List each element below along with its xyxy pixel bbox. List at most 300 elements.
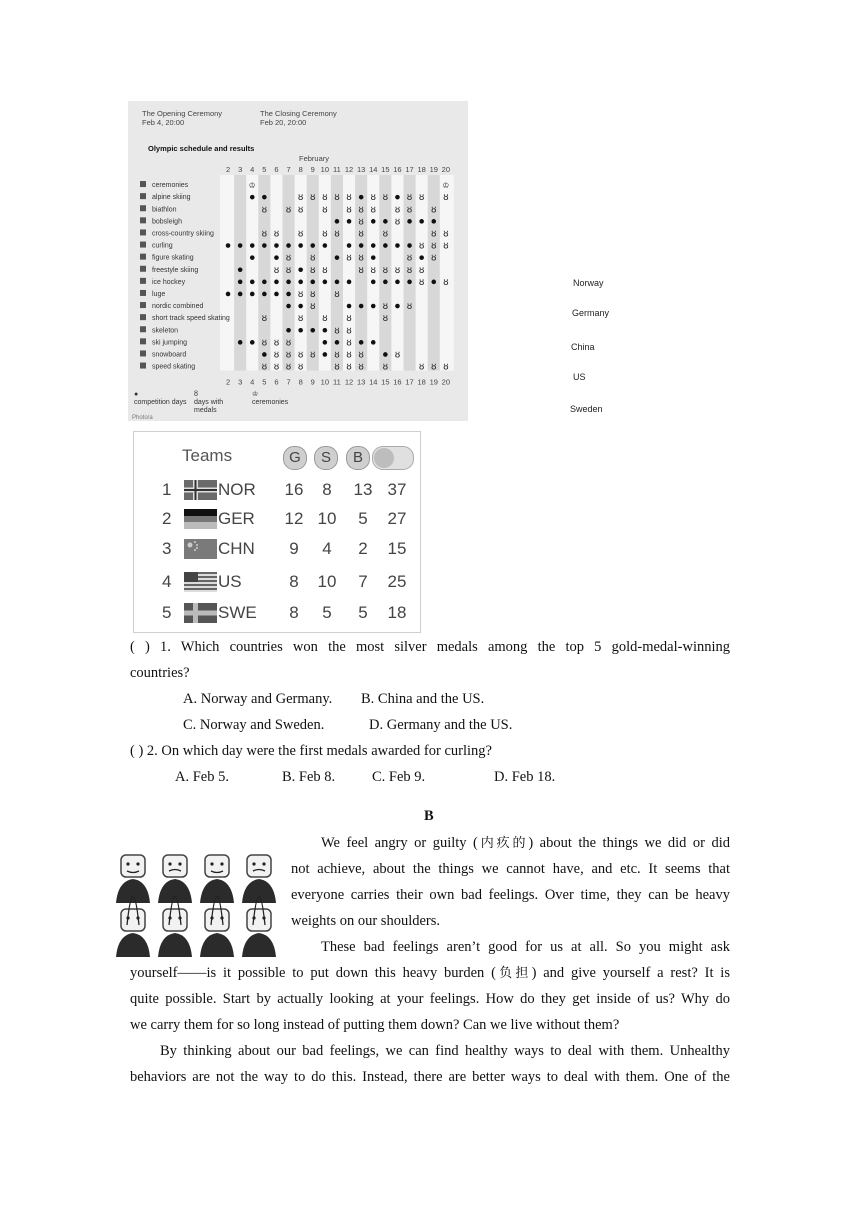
- suit-body: [158, 933, 192, 957]
- medal-day-mark: ȣ: [310, 265, 316, 276]
- sport-icon: [140, 217, 146, 223]
- competition-day-mark: [298, 304, 303, 309]
- total-count: 15: [387, 539, 407, 558]
- medal-day-mark: ȣ: [431, 241, 437, 252]
- legend-medal-icon: ȣ: [194, 391, 198, 398]
- sport-label: ceremonies: [152, 182, 189, 190]
- sport-icon: [140, 314, 146, 320]
- medal-day-mark: ȣ: [297, 350, 304, 361]
- competition-day-mark: [335, 340, 340, 345]
- day-tick-label: 9: [310, 377, 315, 387]
- norway-flag-icon: [184, 480, 217, 500]
- medal-day-mark: ȣ: [394, 350, 401, 361]
- competition-day-mark: [250, 243, 255, 248]
- table-row: [134, 505, 420, 535]
- medal-day-mark: ȣ: [431, 229, 437, 240]
- competition-day-mark: [323, 340, 328, 345]
- medal-day-mark: ȣ: [322, 205, 328, 216]
- sport-icon: [140, 363, 146, 369]
- competition-day-mark: [347, 304, 352, 309]
- medal-day-mark: ȣ: [285, 338, 292, 349]
- competition-day-mark: [383, 243, 388, 248]
- rank: 1: [162, 480, 172, 499]
- sport-icon: [140, 181, 146, 187]
- competition-day-mark: [310, 328, 315, 333]
- competition-day-mark: [359, 243, 364, 248]
- q1-option-a[interactable]: A. Norway and Germany.: [183, 691, 333, 707]
- competition-day-mark: [383, 280, 388, 285]
- face-card: [205, 909, 229, 931]
- silver-count: 10: [317, 572, 337, 591]
- competition-day-mark: [323, 280, 328, 285]
- olympic-schedule-chart: [128, 101, 468, 421]
- day-tick-label: 10: [320, 165, 330, 174]
- competition-day-mark: [431, 280, 436, 285]
- closing-ceremony-label: The Closing Ceremony Feb 20, 20:00: [260, 109, 337, 127]
- silver-count: 8: [322, 480, 332, 499]
- ceremony-mark: ♔: [248, 181, 256, 191]
- photo-credit: Photo/a: [132, 415, 153, 421]
- suit-body: [242, 933, 276, 957]
- sport-icon: [140, 290, 146, 296]
- medal-day-mark: ȣ: [418, 265, 425, 276]
- competition-day-mark: [238, 267, 243, 272]
- medal-day-mark: ȣ: [346, 338, 352, 349]
- competition-day-mark: [419, 255, 424, 260]
- medal-day-mark: ȣ: [443, 241, 449, 252]
- medal-day-mark: ȣ: [382, 314, 389, 325]
- month-label: February: [299, 154, 330, 163]
- question-1-stem-cont: countries?: [130, 665, 190, 681]
- team-code: NOR: [218, 480, 256, 499]
- day-tick-label: 2: [225, 165, 231, 174]
- ceremony-mark: ♔: [442, 181, 450, 191]
- question-1-stem: ( ) 1. Which countries won the most silver medals among the top 5 gold-medal-winning: [130, 639, 730, 655]
- face-card: [121, 855, 145, 877]
- team-code: SWE: [218, 603, 257, 622]
- sport-label: bobsleigh: [152, 218, 182, 226]
- medal-day-mark: ȣ: [346, 350, 352, 361]
- medal-day-mark: ȣ: [310, 193, 316, 204]
- bronze-column-header: B: [346, 446, 370, 470]
- medal-day-mark: ȣ: [382, 265, 389, 276]
- sport-label: speed skating: [152, 363, 196, 371]
- suit-body: [200, 879, 234, 903]
- competition-day-mark: [274, 243, 279, 248]
- medal-day-mark: ȣ: [273, 265, 280, 276]
- competition-day-mark: [347, 243, 352, 248]
- competition-day-mark: [335, 280, 340, 285]
- day-tick-label: 16: [393, 377, 402, 387]
- total-count: 27: [387, 509, 407, 528]
- competition-day-mark: [310, 280, 315, 285]
- medal-day-mark: ȣ: [370, 193, 376, 204]
- medal-day-mark: ȣ: [285, 265, 292, 276]
- sport-icon: [140, 242, 146, 248]
- competition-day-mark: [323, 328, 328, 333]
- sport-label: alpine skiing: [152, 194, 191, 202]
- competition-day-mark: [286, 280, 291, 285]
- silver-count: 10: [317, 509, 337, 528]
- gold-count: 8: [289, 603, 299, 622]
- competition-day-mark: [371, 340, 376, 345]
- medal-day-mark: ȣ: [394, 217, 401, 228]
- team-code: US: [218, 572, 242, 591]
- medal-day-mark: ȣ: [346, 362, 352, 373]
- day-tick-label: 4: [250, 165, 255, 174]
- medal-day-mark: ȣ: [431, 205, 437, 216]
- competition-day-mark: [383, 219, 388, 224]
- day-tick-label: 18: [417, 165, 426, 174]
- competition-day-mark: [371, 304, 376, 309]
- suit-body: [242, 879, 276, 903]
- competition-day-mark: [274, 292, 279, 297]
- passage-line: not achieve, about the things we cannot have, and etc. It seems that: [291, 861, 730, 877]
- competition-day-mark: [419, 219, 424, 224]
- sport-label: freestyle skiing: [152, 266, 199, 274]
- sport-label: ice hockey: [152, 278, 186, 286]
- medal-day-mark: ȣ: [418, 241, 425, 252]
- table-row: [134, 568, 420, 598]
- medal-day-mark: ȣ: [273, 362, 280, 373]
- silver-column-header: S: [314, 446, 338, 470]
- competition-day-mark: [371, 219, 376, 224]
- competition-day-mark: [286, 292, 291, 297]
- sport-icon: [140, 278, 146, 284]
- competition-day-mark: [298, 280, 303, 285]
- medal-day-mark: ȣ: [285, 350, 292, 361]
- day-tick-label: 13: [356, 165, 366, 174]
- rank: 5: [162, 603, 172, 622]
- face-eye: [178, 862, 181, 865]
- day-tick-label: 11: [333, 377, 341, 387]
- face-card: [163, 909, 187, 931]
- toggle-knob: [374, 448, 394, 468]
- day-tick-label: 17: [405, 165, 414, 174]
- day-tick-label: 15: [381, 377, 390, 387]
- day-tick-label: 14: [369, 165, 378, 174]
- rank: 4: [162, 572, 172, 591]
- competition-day-mark: [407, 219, 412, 224]
- medal-day-mark: ȣ: [382, 302, 389, 313]
- medal-day-mark: ȣ: [261, 362, 268, 373]
- competition-day-mark: [262, 243, 267, 248]
- competition-day-mark: [335, 255, 340, 260]
- sport-label: nordic combined: [152, 303, 204, 311]
- sport-icon: [140, 229, 146, 235]
- medal-day-mark: ȣ: [297, 289, 304, 300]
- competition-day-mark: [298, 267, 303, 272]
- competition-day-mark: [347, 219, 352, 224]
- bronze-count: 5: [358, 603, 368, 622]
- sport-label: cross-country skiing: [152, 230, 214, 238]
- medal-day-mark: ȣ: [297, 229, 304, 240]
- silver-count: 4: [322, 539, 332, 558]
- medal-day-mark: ȣ: [297, 314, 304, 325]
- face-eye: [136, 862, 139, 865]
- q1-option-d[interactable]: D. Germany and the US.: [369, 717, 513, 733]
- germany-flag-icon: [184, 509, 217, 529]
- legend-competition: ● competition days: [134, 391, 187, 406]
- medal-day-mark: ȣ: [285, 253, 292, 264]
- medal-day-mark: ȣ: [406, 253, 413, 264]
- side-label-germany: Germany: [572, 308, 610, 318]
- competition-day-mark: [383, 352, 388, 357]
- sport-label: figure skating: [152, 254, 194, 262]
- competition-day-mark: [395, 280, 400, 285]
- sport-icon: [140, 266, 146, 272]
- team-code: GER: [218, 509, 255, 528]
- medal-day-mark: ȣ: [310, 289, 316, 300]
- competition-day-mark: [407, 243, 412, 248]
- face-card: [247, 909, 271, 931]
- schedule-title: Olympic schedule and results: [148, 144, 255, 153]
- sport-label: short track speed skating: [152, 315, 230, 323]
- medal-day-mark: ȣ: [261, 229, 268, 240]
- q1-option-b[interactable]: B. China and the US.: [361, 691, 485, 707]
- gold-column-header: G: [283, 446, 307, 470]
- sport-label: luge: [152, 290, 166, 298]
- competition-day-mark: [238, 280, 243, 285]
- medal-day-mark: ȣ: [334, 289, 340, 300]
- competition-day-mark: [310, 243, 315, 248]
- competition-day-mark: [286, 328, 291, 333]
- rank: 2: [162, 509, 172, 528]
- medal-day-mark: ȣ: [406, 265, 413, 276]
- faces-icon: [112, 853, 282, 957]
- schedule-grid: [128, 101, 468, 421]
- competition-day-mark: [371, 243, 376, 248]
- total-column-toggle[interactable]: [372, 446, 414, 470]
- medal-day-mark: ȣ: [358, 265, 364, 276]
- medal-day-mark: ȣ: [418, 193, 425, 204]
- face-eye: [262, 862, 265, 865]
- medal-day-mark: ȣ: [418, 277, 425, 288]
- medal-day-mark: ȣ: [346, 205, 352, 216]
- day-tick-label: 3: [238, 165, 243, 174]
- medal-day-mark: ȣ: [310, 302, 316, 313]
- passage-line: quite possible. Start by actually looking at your feelings. How do they get inside of us? Why do: [130, 991, 730, 1007]
- medal-day-mark: ȣ: [358, 217, 364, 228]
- day-tick-label: 16: [393, 165, 402, 174]
- side-label-us: US: [573, 372, 586, 382]
- passage-line: we carry them for so long instead of putting them down? Can we live without them?: [130, 1017, 620, 1033]
- legend-ceremonies: ♔ ceremonies: [252, 391, 289, 406]
- medal-day-mark: ȣ: [370, 265, 376, 276]
- bronze-count: 7: [358, 572, 368, 591]
- day-tick-label: 8: [298, 165, 303, 174]
- day-tick-label: 7: [286, 165, 291, 174]
- suit-body: [158, 879, 192, 903]
- medal-day-mark: ȣ: [346, 193, 352, 204]
- suit-body: [116, 933, 150, 957]
- medal-day-mark: ȣ: [443, 193, 449, 204]
- day-tick-label: 6: [274, 165, 279, 174]
- day-tick-label: 8: [298, 377, 303, 387]
- competition-day-mark: [250, 292, 255, 297]
- side-label-china: China: [571, 342, 595, 352]
- medal-day-mark: ȣ: [394, 265, 401, 276]
- sport-label: ski jumping: [152, 339, 188, 347]
- legend-ceremony-icon: ♔: [252, 391, 259, 398]
- competition-day-mark: [298, 328, 303, 333]
- medal-day-mark: ȣ: [358, 350, 364, 361]
- table-row: [134, 535, 420, 565]
- sport-icon: [140, 254, 146, 260]
- medal-day-mark: ȣ: [443, 229, 449, 240]
- sport-icon: [140, 338, 146, 344]
- gold-count: 12: [284, 509, 304, 528]
- silver-count: 5: [322, 603, 332, 622]
- medal-day-mark: ȣ: [334, 229, 340, 240]
- face-eye: [126, 862, 129, 865]
- sport-label: curling: [152, 242, 173, 250]
- face-eye: [210, 862, 213, 865]
- legend-competition-icon: ●: [134, 391, 139, 398]
- medal-day-mark: ȣ: [443, 362, 449, 373]
- competition-day-mark: [323, 352, 328, 357]
- medal-day-mark: ȣ: [273, 350, 280, 361]
- competition-day-mark: [371, 280, 376, 285]
- day-tick-label: 15: [381, 165, 390, 174]
- competition-day-mark: [298, 243, 303, 248]
- face-card: [163, 855, 187, 877]
- medal-day-mark: ȣ: [406, 205, 413, 216]
- medal-day-mark: ȣ: [297, 362, 304, 373]
- sweden-flag-icon: [184, 603, 217, 623]
- face-eye: [168, 862, 171, 865]
- bronze-count: 5: [358, 509, 368, 528]
- competition-day-mark: [431, 219, 436, 224]
- medal-day-mark: ȣ: [346, 314, 352, 325]
- total-count: 25: [387, 572, 407, 591]
- competition-day-mark: [274, 280, 279, 285]
- sport-icon: [140, 326, 146, 332]
- competition-day-mark: [371, 255, 376, 260]
- competition-day-mark: [335, 219, 340, 224]
- day-tick-label: 7: [286, 377, 291, 387]
- question-2-stem: ( ) 2. On which day were the first medals awarded for curling?: [130, 743, 492, 759]
- passage-line: We feel angry or guilty (内疚的) about the things we did or did: [321, 835, 730, 851]
- competition-day-mark: [359, 340, 364, 345]
- medal-day-mark: ȣ: [394, 205, 401, 216]
- day-tick-label: 19: [429, 165, 438, 174]
- competition-day-mark: [347, 280, 352, 285]
- medal-day-mark: ȣ: [334, 350, 340, 361]
- competition-day-mark: [286, 304, 291, 309]
- medal-day-mark: ȣ: [261, 314, 268, 325]
- medal-day-mark: ȣ: [358, 362, 364, 373]
- sport-icon: [140, 205, 146, 211]
- competition-day-mark: [359, 195, 364, 200]
- medal-day-mark: ȣ: [370, 205, 376, 216]
- competition-day-mark: [250, 195, 255, 200]
- day-tick-label: 10: [320, 377, 330, 387]
- competition-day-mark: [262, 292, 267, 297]
- medal-day-mark: ȣ: [297, 193, 304, 204]
- competition-day-mark: [226, 243, 231, 248]
- medal-day-mark: ȣ: [358, 205, 364, 216]
- medal-day-mark: ȣ: [322, 229, 328, 240]
- competition-day-mark: [250, 255, 255, 260]
- medal-day-mark: ȣ: [382, 193, 389, 204]
- competition-day-mark: [262, 195, 267, 200]
- sport-label: snowboard: [152, 351, 187, 359]
- q2-option-a[interactable]: A. Feb 5.: [175, 769, 229, 785]
- competition-day-mark: [262, 352, 267, 357]
- competition-day-mark: [407, 280, 412, 285]
- competition-day-mark: [274, 255, 279, 260]
- day-tick-label: 11: [333, 165, 341, 174]
- medal-day-mark: ȣ: [334, 326, 340, 337]
- medal-day-mark: ȣ: [273, 338, 280, 349]
- suit-body: [200, 933, 234, 957]
- day-tick-label: 20: [441, 165, 451, 174]
- gold-count: 16: [284, 480, 304, 499]
- competition-day-mark: [359, 304, 364, 309]
- passage-line: weights on our shoulders.: [291, 913, 441, 929]
- day-tick-label: 12: [344, 377, 354, 387]
- day-tick-label: 17: [405, 377, 414, 387]
- total-count: 37: [387, 480, 407, 499]
- teams-header: Teams: [182, 446, 233, 465]
- side-label-norway: Norway: [573, 278, 604, 288]
- day-tick-label: 2: [225, 377, 231, 387]
- q2-option-c[interactable]: C. Feb 9.: [372, 769, 426, 785]
- opening-ceremony-label: The Opening Ceremony Feb 4, 20:00: [142, 109, 223, 127]
- medal-day-mark: ȣ: [261, 205, 268, 216]
- total-count: 18: [387, 603, 407, 622]
- q1-option-c[interactable]: C. Norway and Sweden.: [183, 717, 325, 733]
- day-tick-label: 3: [238, 377, 243, 387]
- q2-option-b[interactable]: B. Feb 8.: [282, 769, 336, 785]
- usa-flag-icon: [184, 572, 217, 592]
- medal-day-mark: ȣ: [431, 253, 437, 264]
- day-tick-label: 20: [441, 377, 451, 387]
- medal-day-mark: ȣ: [346, 326, 352, 337]
- competition-day-mark: [238, 292, 243, 297]
- medal-day-mark: ȣ: [443, 277, 449, 288]
- medal-day-mark: ȣ: [297, 205, 304, 216]
- passage-line: everyone carries their own bad feelings. Over time, they can be heavy: [291, 887, 730, 903]
- medal-day-mark: ȣ: [406, 193, 413, 204]
- medal-day-mark: ȣ: [334, 362, 340, 373]
- face-card: [247, 855, 271, 877]
- passage-line: These bad feelings aren’t good for us at all. So you might ask: [321, 939, 730, 955]
- medal-table: [133, 431, 421, 633]
- day-tick-label: 14: [369, 377, 378, 387]
- day-tick-label: 18: [417, 377, 426, 387]
- passage-line: By thinking about our bad feelings, we can find healthy ways to deal with them. Unhealthy: [160, 1043, 730, 1059]
- legend-medals: ȣ days with medals: [194, 391, 224, 414]
- bronze-count: 13: [353, 480, 373, 499]
- sport-label: skeleton: [152, 327, 179, 335]
- day-tick-label: 12: [344, 165, 354, 174]
- q2-option-d[interactable]: D. Feb 18.: [494, 769, 556, 785]
- medal-day-mark: ȣ: [322, 265, 328, 276]
- medal-day-mark: ȣ: [358, 253, 364, 264]
- passage-line: yourself——is it possible to put down this heavy burden (负担) and give yourself a rest? It is: [130, 965, 730, 981]
- china-flag-icon: [184, 539, 217, 559]
- day-tick-label: 4: [250, 377, 255, 387]
- competition-day-mark: [238, 340, 243, 345]
- emotion-faces-illustration: [112, 853, 282, 957]
- sport-icon: [140, 193, 146, 199]
- medal-day-mark: ȣ: [285, 205, 292, 216]
- medal-day-mark: ȣ: [346, 253, 352, 264]
- day-tick-label: 5: [262, 377, 267, 387]
- suit-body: [116, 879, 150, 903]
